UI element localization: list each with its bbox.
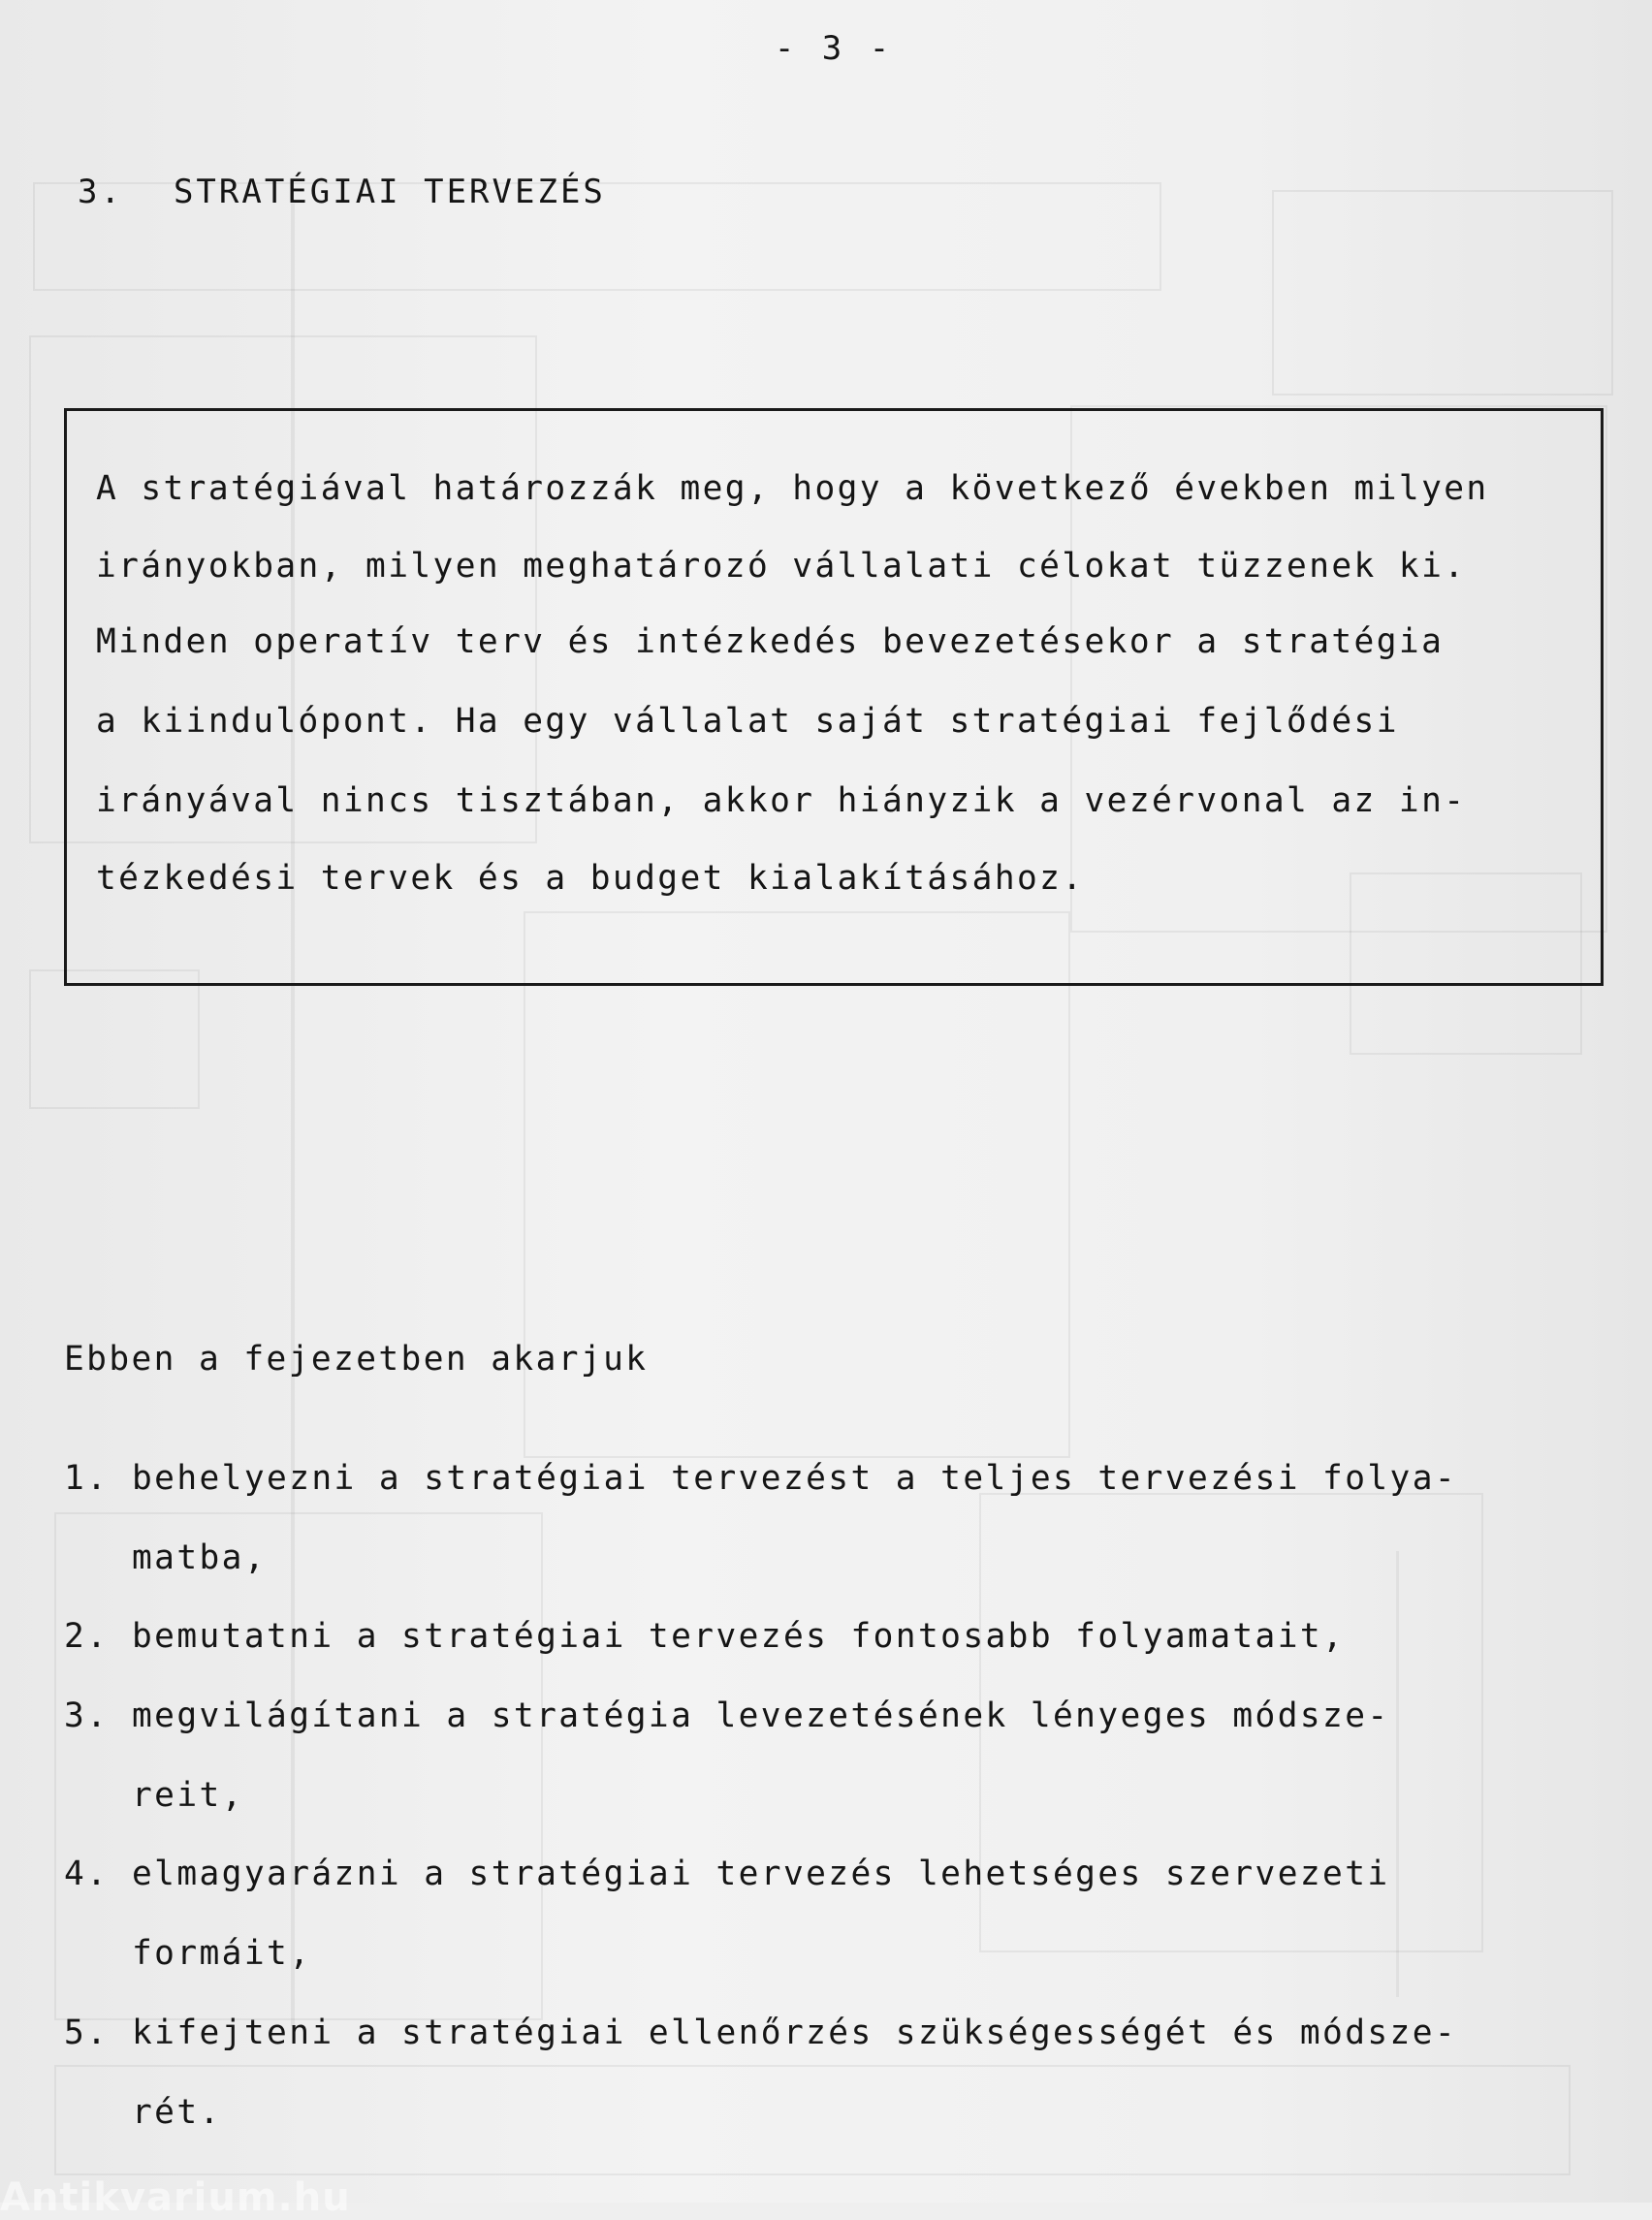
summary-line: a kiindulópont. Ha egy vállalat saját stratégiai fejlődési: [96, 702, 1399, 741]
bleed-through-rule: [1396, 1551, 1399, 1997]
goal-text-line: reit,: [132, 1776, 244, 1815]
goal-text-line: megvilágítani a stratégia levezetésének lényeges módsze-: [132, 1697, 1390, 1735]
goal-number: 1.: [64, 1459, 110, 1498]
summary-line: Minden operatív terv és intézkedés bevezetésekor a stratégia: [96, 622, 1445, 661]
goal-text-line: elmagyarázni a stratégiai tervezés lehetséges szervezeti: [132, 1855, 1390, 1893]
page-number: - 3 -: [774, 29, 894, 68]
bleed-through-frame: [1272, 190, 1613, 396]
chapter-intro: Ebben a fejezetben akarjuk: [64, 1340, 649, 1379]
summary-line: irányával nincs tisztában, akkor hiányzik a vezérvonal az in-: [96, 781, 1467, 820]
summary-line: irányokban, milyen meghatározó vállalati célokat tüzzenek ki.: [96, 547, 1467, 586]
goal-text-line: matba,: [132, 1538, 268, 1577]
section-title: STRATÉGIAI TERVEZÉS: [173, 173, 606, 211]
summary-line: tézkedési tervek és a budget kialakításához.: [96, 859, 1085, 898]
summary-box: [64, 408, 1604, 986]
goal-text-line: kifejteni a stratégiai ellenőrzés szükségességét és módsze-: [132, 2014, 1458, 2052]
section-heading: [78, 173, 606, 211]
section-number: 3.: [78, 173, 123, 211]
bleed-through-frame: [54, 2065, 1571, 2175]
goal-text-line: rét.: [132, 2093, 222, 2132]
goal-number: 5.: [64, 2014, 110, 2052]
goal-number: 2.: [64, 1617, 110, 1656]
goal-number: 3.: [64, 1697, 110, 1735]
goal-text-line: bemutatni a stratégiai tervezés fontosabb folyamatait,: [132, 1617, 1346, 1656]
summary-line: A stratégiával határozzák meg, hogy a következő években milyen: [96, 469, 1489, 508]
goal-text-line: behelyezni a stratégiai tervezést a teljes tervezési folya-: [132, 1459, 1458, 1498]
goal-number: 4.: [64, 1855, 110, 1893]
goal-text-line: formáit,: [132, 1934, 312, 1973]
watermark: Antikvarium.hu: [0, 2175, 351, 2220]
bleed-through-frame: [29, 969, 200, 1109]
